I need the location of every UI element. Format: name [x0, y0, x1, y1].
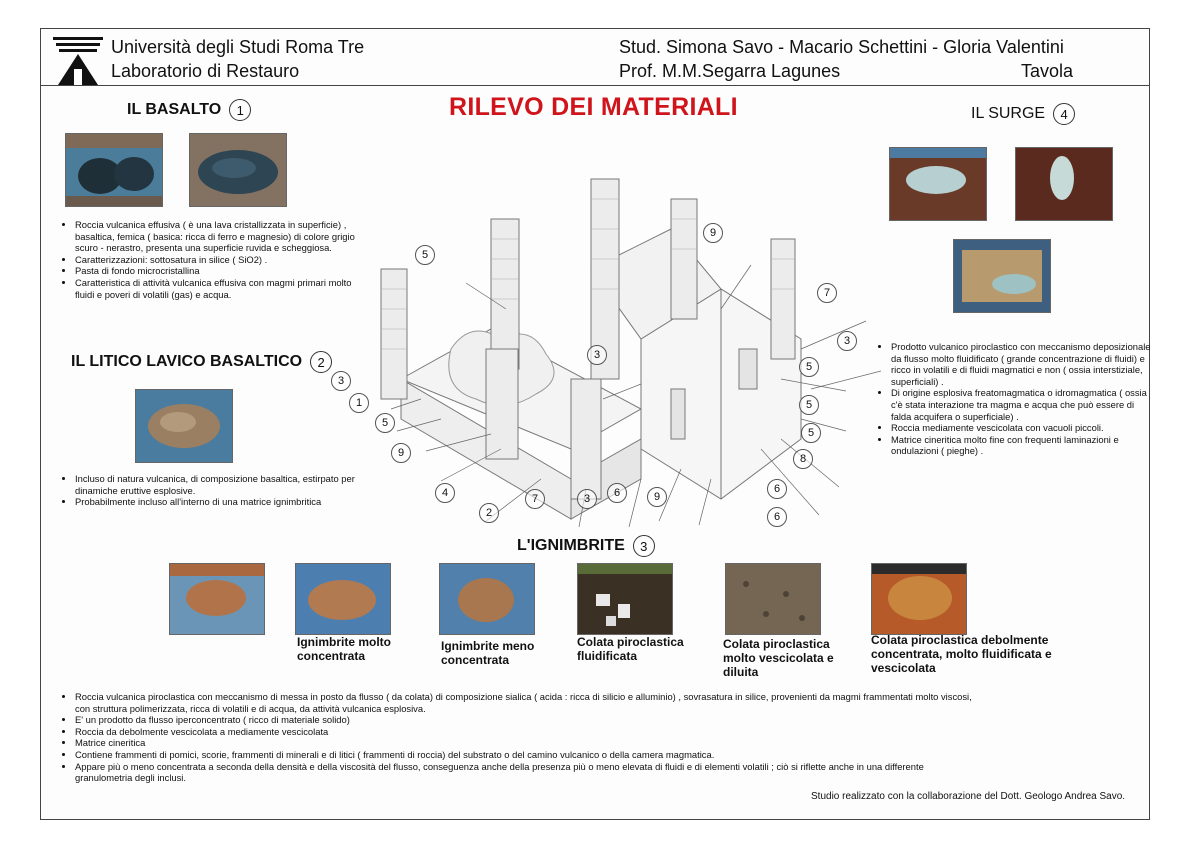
litico-description: [63, 473, 355, 508]
page-title: RILEVO DEI MATERIALI: [449, 93, 738, 121]
drawing-label: 5: [799, 357, 819, 377]
drawing-label: 3: [587, 345, 607, 365]
ignimbrite-caption: Colata piroclastica molto vescicolata e diluita: [723, 637, 834, 679]
drawing-label: 5: [375, 413, 395, 433]
ignimbrite-caption: Ignimbrite meno concentrata: [441, 639, 535, 667]
surge-bullet: • Roccia mediamente vescicolata con vacuoli piccoli.: [891, 422, 1153, 434]
basalto-bullet: • Roccia vulcanica effusiva ( è una lava cristallizzata in superficie) , basaltica, femica ( basica: ricca di ferro e magnesio) di colore grigio scuro - nerastro, presenta una superficie ruvida e scheggiosa.: [75, 219, 355, 254]
university-logo-icon: [53, 37, 103, 87]
litico-number: 2: [310, 351, 332, 373]
ignimbrite-bullet: • E' un prodotto da flusso iperconcentrato ( ricco di materiale solido): [75, 714, 975, 726]
surge-bullet: • Matrice cineritica molto fine con frequenti laminazioni e ondulazioni ( pieghe) .: [891, 434, 1153, 457]
drawing-label: 5: [799, 395, 819, 415]
ignimbrite-photo-1: [169, 563, 265, 635]
ignimbrite-description: [63, 691, 975, 784]
drawing-label: 5: [801, 423, 821, 443]
litico-bullet: • Probabilmente incluso all'interno di una matrice ignimbritica: [75, 496, 355, 508]
drawing-label: 1: [349, 393, 369, 413]
ignimbrite-title: [517, 535, 655, 557]
drawing-label: 9: [391, 443, 411, 463]
litico-photo: [135, 389, 233, 463]
litico-title: [71, 351, 332, 373]
ignimbrite-bullet: • Roccia da debolmente vescicolata a mediamente vescicolata: [75, 726, 975, 738]
basalto-photo-1: [65, 133, 163, 207]
basalto-bullet: • Caratteristica di attività vulcanica effusiva con magmi primari molto fluidi e poveri di volatili (gas) e acqua.: [75, 277, 355, 300]
ignimbrite-bullet: • Matrice cineritica: [75, 737, 975, 749]
basalto-photo-2: [189, 133, 287, 207]
surge-photo-3: [953, 239, 1051, 313]
litico-bullet: • Incluso di natura vulcanica, di composizione basaltica, estirpato per dinamiche eruttive esplosive.: [75, 473, 355, 496]
drawing-label: 9: [703, 223, 723, 243]
drawing-label: 3: [331, 371, 351, 391]
drawing-sheet: [40, 28, 1150, 820]
drawing-label: 6: [767, 479, 787, 499]
drawing-label: 7: [525, 489, 545, 509]
drawing-label: 5: [415, 245, 435, 265]
surge-bullet: • Prodotto vulcanico piroclastico con meccanismo deposizionale da flusso molto fluidificato ( grande concentrazione di fluidi) e ricco in volatili e di fluidi magmatici e non ( ossia interstiziale, superficiali) .: [891, 341, 1153, 387]
basalto-bullet: • Pasta di fondo microcristallina: [75, 265, 355, 277]
litico-title-text: IL LITICO LAVICO BASALTICO: [71, 353, 303, 370]
laboratory-name: Laboratorio di Restauro: [111, 61, 300, 81]
ignimbrite-photo-2: [295, 563, 391, 635]
ignimbrite-bullet: • Appare più o meno concentrata a seconda della densità e della viscosità del flusso, conseguenza anche della presenza più o meno elevata di fluidi e di elementi volatili ; ciò si riflette anche in una differente granulometria degli inclusi.: [75, 761, 975, 784]
ignimbrite-number: 3: [633, 535, 655, 557]
drawing-label: 8: [793, 449, 813, 469]
drawing-label: 6: [767, 507, 787, 527]
credit-note: Studio realizzato con la collaborazione del Dott. Geologo Andrea Savo.: [811, 791, 1126, 802]
ignimbrite-caption: Ignimbrite molto concentrata: [297, 635, 391, 663]
basalto-title: [127, 99, 251, 121]
university-name: Università degli Studi Roma Tre: [111, 37, 365, 57]
surge-photo-2: [1015, 147, 1113, 221]
axonometric-drawing: [341, 149, 881, 539]
ignimbrite-bullet: • Roccia vulcanica piroclastica con meccanismo di messa in posto da flusso ( da colata) di composizione sialica ( acida : ricca di silicio e alluminio) , sovrasatura in silice, provenienti da magmi frammentati molto viscosi, con struttura polimerizzata, ricca di volatili e di acqua, da attività vulcanica esplosiva.: [75, 691, 975, 714]
drawing-label: 3: [837, 331, 857, 351]
ignimbrite-photo-4: [577, 563, 673, 635]
drawing-label: 7: [817, 283, 837, 303]
drawing-label: 3: [577, 489, 597, 509]
surge-photo-1: [889, 147, 987, 221]
professor-name: Prof. M.M.Segarra Lagunes: [619, 61, 841, 81]
drawing-label: 4: [435, 483, 455, 503]
surge-description: [879, 341, 1153, 457]
ignimbrite-title-text: L'IGNIMBRITE: [517, 537, 625, 554]
ignimbrite-photo-3: [439, 563, 535, 635]
ignimbrite-bullet: • Contiene frammenti di pomici, scorie, frammenti di minerali e di litici ( frammenti di roccia) del substrato o del camino vulcanico o della camera magmatica.: [75, 749, 975, 761]
ignimbrite-caption: Colata piroclastica debolmente concentrata, molto fluidificata e vescicolata: [871, 633, 1052, 675]
ignimbrite-photo-5: [725, 563, 821, 635]
tavola-label: Tavola: [1021, 61, 1074, 81]
surge-title-text: IL SURGE: [971, 105, 1046, 122]
ignimbrite-photo-6: [871, 563, 967, 635]
basalto-description: [63, 219, 355, 300]
basalto-bullet: • Caratterizzazioni: sottosatura in silice ( SiO2) .: [75, 254, 355, 266]
surge-bullet: • Di origine esplosiva freatomagmatica o idromagmatica ( ossia c'è stata interazione tra magma e acqua che può essere di falda acquifera o superficiale) .: [891, 387, 1153, 422]
drawing-label: 2: [479, 503, 499, 523]
basalto-number: 1: [229, 99, 251, 121]
surge-title: [971, 103, 1075, 125]
title-block: [41, 29, 1149, 86]
ignimbrite-caption: Colata piroclastica fluidificata: [577, 635, 684, 663]
drawing-label: 9: [647, 487, 667, 507]
students-names: Stud. Simona Savo - Macario Schettini - Gloria Valentini: [619, 37, 1064, 57]
surge-number: 4: [1053, 103, 1075, 125]
basalto-title-text: IL BASALTO: [127, 101, 222, 118]
drawing-label: 6: [607, 483, 627, 503]
